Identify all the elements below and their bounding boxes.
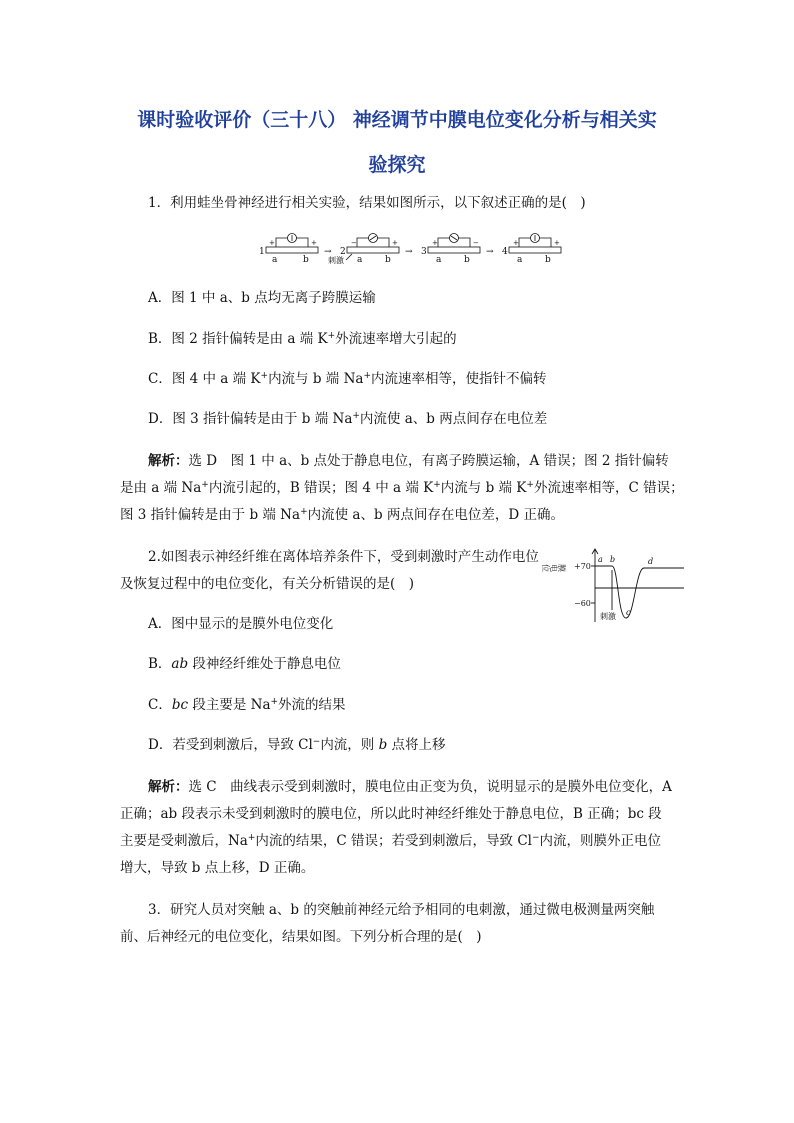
potential-curve xyxy=(595,566,684,618)
q2-stem-line1: 2.如图表示神经纤维在离体培养条件下，受到刺激时产生动作电位 xyxy=(148,549,539,565)
q1-arrow: → xyxy=(405,247,413,257)
q1-panel-label: 1 xyxy=(259,247,265,257)
tick-label-top: +70 xyxy=(574,562,591,571)
charge-sign: + xyxy=(392,239,398,247)
q1-option-b: B．图 2 指针偏转是由 a 端 K+外流速率增大引起的 xyxy=(148,331,457,347)
charge-sign: − xyxy=(351,239,357,247)
q1-point-b: b xyxy=(303,255,309,265)
q1-point-b: b xyxy=(545,255,551,265)
nerve-fiber xyxy=(428,247,480,253)
q1-arrow: → xyxy=(486,247,494,257)
stimulus-label: 刺激 xyxy=(600,612,616,621)
charge-sign: + xyxy=(513,239,519,247)
q1-point-a: a xyxy=(357,255,363,265)
q1-point-a: a xyxy=(272,255,278,265)
q2-analysis-line3: 主要是受刺激后，Na+内流的结果，C 错误；若受到刺激后，导致 Cl−内流，则膜外正电位 xyxy=(120,833,662,849)
charge-sign: + xyxy=(269,239,275,247)
tick-label-bottom: −60 xyxy=(574,599,591,608)
point-label-a: a xyxy=(598,555,603,564)
q1-option-a: A．图 1 中 a、b 点均无离子跨膜运输 xyxy=(148,290,376,306)
q2-stem-line2: 及恢复过程中的电位变化，有关分析错误的是( ) xyxy=(120,576,415,592)
q2-option-a: A．图中显示的是膜外电位变化 xyxy=(148,616,334,632)
q1-panel-label: 2 xyxy=(340,247,346,257)
nerve-fiber xyxy=(347,247,399,253)
q2-option-c: C．bc 段主要是 Na+外流的结果 xyxy=(148,697,346,713)
needle-icon xyxy=(451,236,457,240)
q1-analysis-line3: 图 3 指针偏转是由于 b 端 Na+内流使 a、b 两点间存在电位差，D 正确。 xyxy=(120,507,564,523)
q2-analysis-line2: 正确；ab 段表示未受到刺激时的膜电位，所以此时神经纤维处于静息电位，B 正确；bc 段 xyxy=(120,806,662,822)
q1-analysis-line2: 是由 a 端 Na+内流引起的，B 错误；图 4 中 a 端 K+内流与 b 端 K+外流速率相等，C 错误； xyxy=(120,480,684,496)
q1-arrow: → xyxy=(324,247,332,257)
point-label-d: d xyxy=(648,557,654,566)
q1-option-d: D．图 3 指针偏转是由于 b 端 Na+内流使 a、b 两点间存在电位差 xyxy=(148,411,548,427)
q1-panel-label: 3 xyxy=(421,247,427,257)
stimulus-arrow xyxy=(346,254,352,260)
q1-stimulus-label: 刺激 xyxy=(328,256,344,265)
nerve-fiber xyxy=(266,247,318,253)
q1-point-a: a xyxy=(517,255,523,265)
charge-sign: + xyxy=(554,239,560,247)
q1-point-a: a xyxy=(436,255,442,265)
q1-stem: 1．利用蛙坐骨神经进行相关实验，结果如图所示，以下叙述正确的是( ) xyxy=(148,195,586,211)
page-title-line2: 验探究 xyxy=(368,154,426,176)
q2-option-d: D．若受到刺激后，导致 Cl−内流，则 b 点将上移 xyxy=(148,737,446,753)
q3-stem-line2: 前、后神经元的电位变化，结果如图。下列分析合理的是( ) xyxy=(120,929,482,945)
nerve-fiber xyxy=(509,247,561,253)
q1-point-b: b xyxy=(464,255,470,265)
charge-sign: − xyxy=(473,239,479,247)
y-axis-label: 膜电位 xyxy=(542,563,566,573)
point-label-b: b xyxy=(610,555,616,564)
q2-membrane-potential-graph xyxy=(542,546,690,624)
q2-analysis-line4: 增大，导致 b 点上移，D 正确。 xyxy=(120,860,315,876)
q1-figure xyxy=(258,230,558,268)
q3-stem-line1: 3．研究人员对突触 a、b 的突触前神经元给予相同的电刺激，通过微电极测量两突触 xyxy=(148,902,655,918)
point-label-c: c xyxy=(626,608,631,617)
q1-analysis-line1: 解析：选 D 图 1 中 a、b 点处于静息电位，有离子跨膜运输，A 错误；图 2 指针偏转 xyxy=(148,453,669,469)
q1-point-b: b xyxy=(385,255,391,265)
page-title-line1: 课时验收评价（三十八） 神经调节中膜电位变化分析与相关实 xyxy=(137,109,657,131)
q1-option-c: C．图 4 中 a 端 K+内流与 b 端 Na+内流速率相等，使指针不偏转 xyxy=(148,371,547,387)
needle-icon xyxy=(370,236,376,240)
charge-sign: + xyxy=(311,239,317,247)
q2-option-b: B．ab 段神经纤维处于静息电位 xyxy=(148,656,341,672)
charge-sign: + xyxy=(432,239,438,247)
q1-panel-label: 4 xyxy=(502,247,508,257)
q2-analysis-line1: 解析：选 C 曲线表示受到刺激时，膜电位由正变为负，说明显示的是膜外电位变化，A xyxy=(148,779,672,795)
